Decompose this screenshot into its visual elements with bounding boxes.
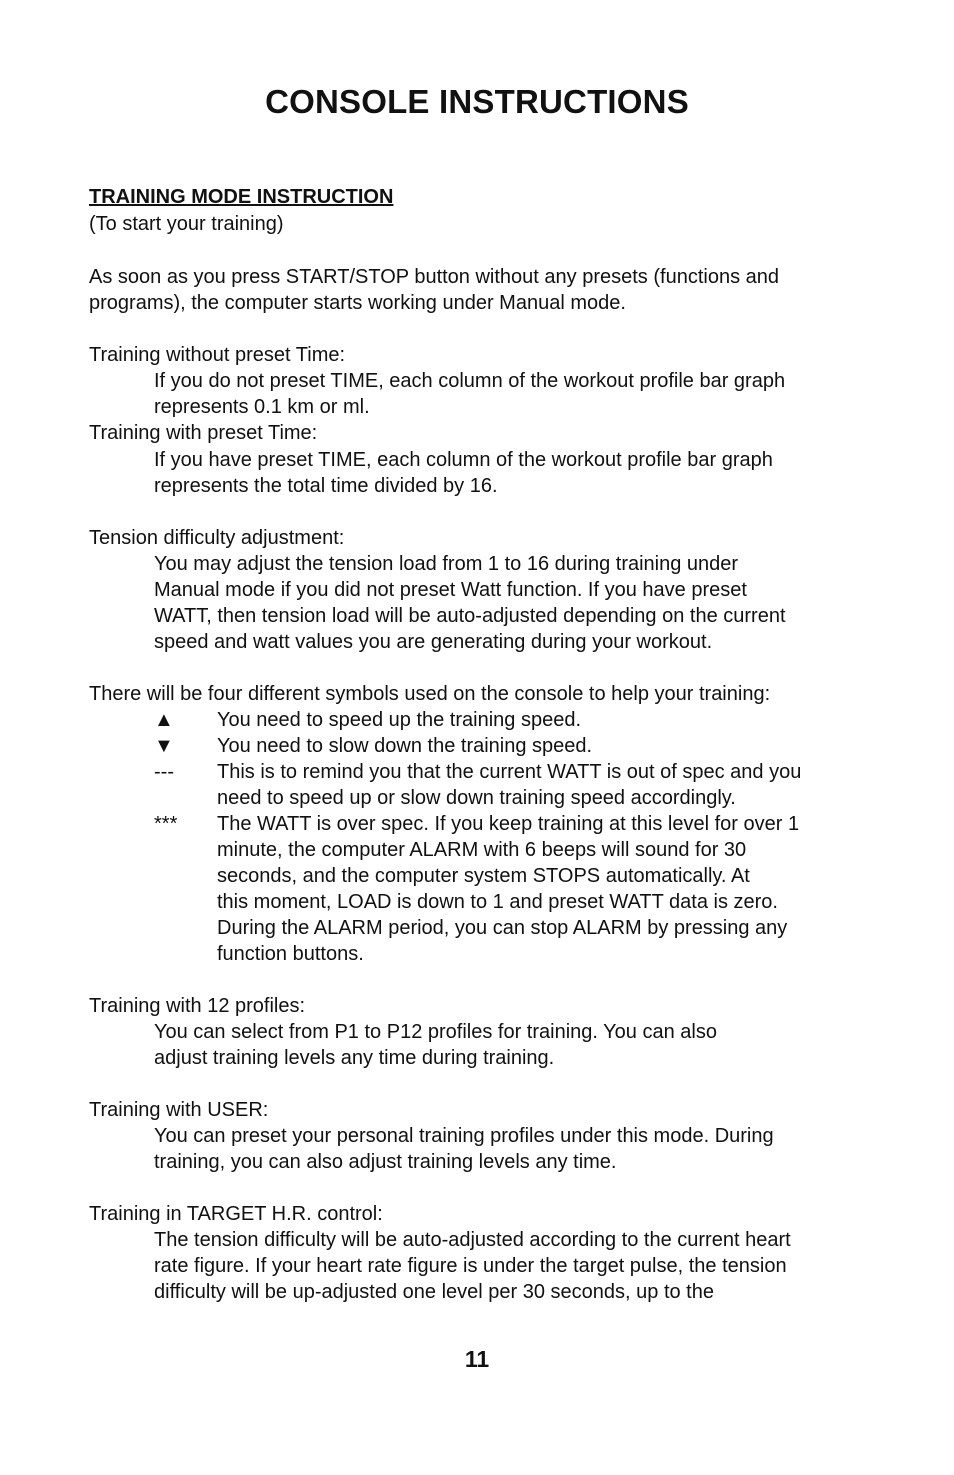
target-hr-text: difficulty will be up-adjusted one level per 30 seconds, up to the	[154, 1281, 714, 1303]
symbol-text: minute, the computer ALARM with 6 beeps will sound for 30	[217, 839, 747, 861]
section-heading: TRAINING MODE INSTRUCTION	[89, 186, 394, 208]
symbol-dashes: ---	[154, 761, 174, 783]
profiles-label: Training with 12 profiles:	[89, 995, 306, 1017]
symbol-up-arrow-icon: ▲	[154, 709, 174, 731]
symbol-down-arrow-icon: ▼	[154, 735, 174, 757]
symbol-text: During the ALARM period, you can stop ALARM by pressing any	[217, 917, 788, 939]
page-number: 11	[464, 1346, 490, 1372]
symbol-text: this moment, LOAD is down to 1 and preset WATT data is zero.	[217, 891, 778, 913]
tension-text: You may adjust the tension load from 1 to 16 during training under	[154, 553, 739, 575]
symbol-asterisks: ***	[154, 813, 178, 835]
page-title: CONSOLE INSTRUCTIONS	[265, 83, 689, 120]
symbol-text: You need to slow down the training speed.	[217, 735, 593, 757]
user-text: You can preset your personal training profiles under this mode. During	[154, 1125, 774, 1147]
intro-line: programs), the computer starts working under Manual mode.	[89, 292, 626, 314]
profiles-text: adjust training levels any time during training.	[154, 1047, 555, 1069]
profiles-text: You can select from P1 to P12 profiles for training. You can also	[154, 1021, 717, 1043]
without-time-text: If you do not preset TIME, each column of the workout profile bar graph	[154, 370, 786, 392]
tension-text: speed and watt values you are generating during your workout.	[154, 631, 713, 653]
symbol-text: This is to remind you that the current WATT is out of spec and you	[217, 761, 802, 783]
symbol-text: need to speed up or slow down training speed accordingly.	[217, 787, 736, 809]
tension-text: Manual mode if you did not preset Watt function. If you have preset	[154, 579, 747, 601]
with-time-text: If you have preset TIME, each column of the workout profile bar graph	[154, 449, 773, 471]
symbol-text: function buttons.	[217, 943, 364, 965]
target-hr-text: The tension difficulty will be auto-adjusted according to the current heart	[154, 1229, 791, 1251]
intro-line: As soon as you press START/STOP button without any presets (functions and	[89, 266, 779, 288]
user-text: training, you can also adjust training levels any time.	[154, 1151, 617, 1173]
with-time-text: represents the total time divided by 16.	[154, 475, 498, 497]
symbol-text: You need to speed up the training speed.	[217, 709, 582, 731]
with-time-label: Training with preset Time:	[89, 422, 318, 444]
tension-label: Tension difficulty adjustment:	[89, 527, 345, 549]
tension-text: WATT, then tension load will be auto-adjusted depending on the current	[154, 605, 786, 627]
symbols-intro: There will be four different symbols used on the console to help your training:	[89, 683, 771, 705]
target-hr-text: rate figure. If your heart rate figure is under the target pulse, the tension	[154, 1255, 787, 1277]
symbol-text: The WATT is over spec. If you keep training at this level for over 1	[217, 813, 800, 835]
without-time-text: represents 0.1 km or ml.	[154, 396, 370, 418]
without-time-label: Training without preset Time:	[89, 344, 346, 366]
symbol-text: seconds, and the computer system STOPS automatically. At	[217, 865, 750, 887]
target-hr-label: Training in TARGET H.R. control:	[89, 1203, 383, 1225]
section-subheading: (To start your training)	[89, 213, 284, 235]
user-label: Training with USER:	[89, 1099, 269, 1121]
